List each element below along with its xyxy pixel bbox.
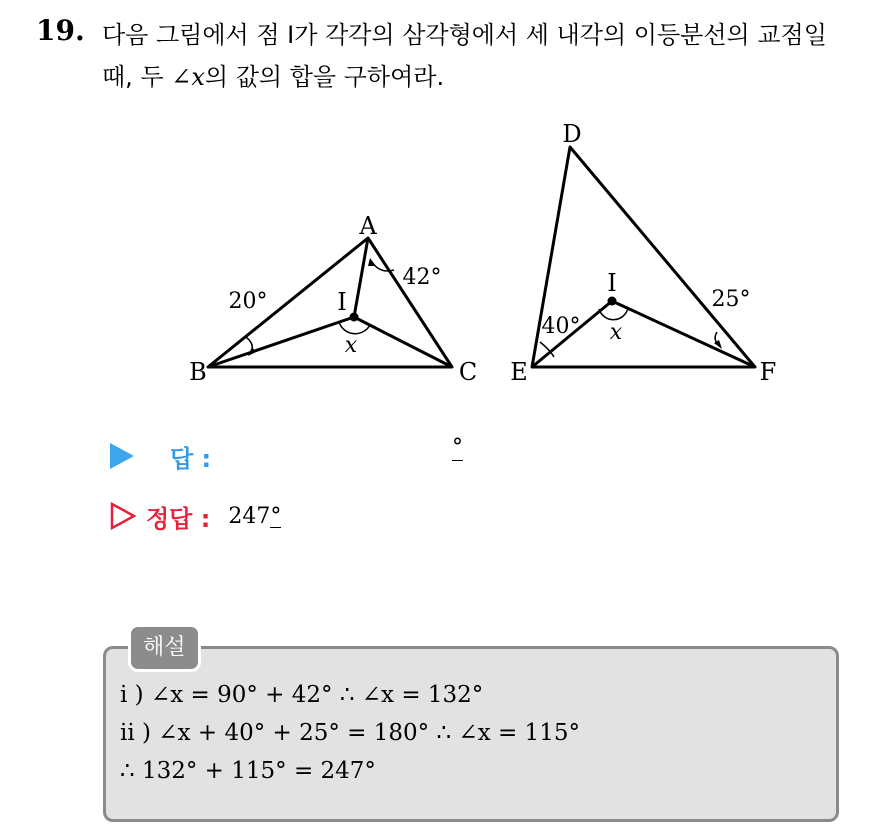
angle-x-math: ∠x	[171, 63, 205, 91]
question-line-2-post: 의 값의 합을 구하여라.	[204, 63, 445, 91]
incenter-dot-2	[608, 297, 617, 306]
label-b: B	[189, 358, 207, 386]
explanation-tag: 해설	[128, 624, 201, 672]
label-f: F	[759, 358, 777, 386]
label-i-2: I	[607, 269, 617, 297]
correct-answer-row	[110, 500, 281, 532]
answer-row	[110, 440, 211, 472]
segment-bi	[208, 317, 354, 367]
segment-ai	[354, 238, 368, 317]
angle-b-label: 20°	[228, 289, 268, 314]
label-d: D	[562, 120, 582, 148]
answer-label: 답 :	[170, 444, 212, 473]
correct-answer-unit: °	[270, 503, 282, 529]
label-e: E	[510, 358, 528, 386]
answer-blank[interactable]: °	[452, 435, 463, 460]
angle-e-label: 40°	[541, 314, 581, 339]
outline-triangle-icon	[110, 502, 136, 530]
angle-f-label: 25°	[711, 287, 751, 312]
angle-a-label: 42°	[402, 265, 442, 290]
angle-x-label-1: x	[344, 333, 358, 358]
question-line-2-pre: 때, 두	[102, 63, 172, 91]
explanation-line-1: i ) ∠x = 90° + 42° ∴ ∠x = 132°	[120, 682, 484, 708]
incenter-dot-1	[350, 313, 359, 322]
angle-a-arrow	[368, 258, 376, 266]
label-c: C	[458, 358, 478, 386]
correct-answer-label: 정답 :	[146, 504, 211, 533]
play-triangle-icon	[110, 443, 134, 469]
correct-answer-number: 247	[228, 503, 271, 529]
correct-answer-value	[228, 504, 281, 529]
question-line-1: 다음 그림에서 점 I가 각각의 삼각형에서 세 내각의 이등분선의 교점일	[102, 21, 827, 49]
label-i-1: I	[337, 288, 347, 316]
angle-x-label-2: x	[609, 320, 623, 345]
explanation-line-2: ii ) ∠x + 40° + 25° = 180° ∴ ∠x = 115°	[120, 720, 580, 746]
label-a: A	[359, 212, 377, 240]
explanation-line-3: ∴ 132° + 115° = 247°	[120, 758, 376, 784]
question-number: 19.	[36, 14, 85, 47]
